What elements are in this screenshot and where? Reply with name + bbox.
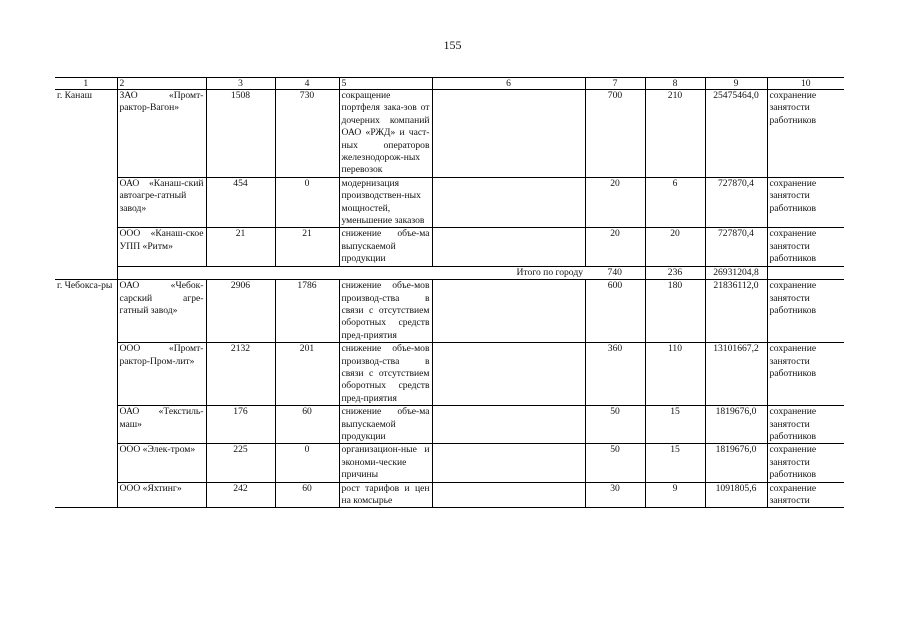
- numeric-cell: 700: [585, 90, 645, 178]
- numeric-cell: 360: [585, 343, 645, 406]
- numeric-cell: 6: [645, 177, 705, 228]
- amount-cell: 13101667,2: [705, 343, 767, 406]
- organization-cell: ООО «Канаш-ское УПП «Ритм»: [117, 228, 206, 266]
- numeric-cell: 454: [206, 177, 275, 228]
- table-row: [55, 280, 844, 343]
- reason-cell: модернизация производствен-ных мощностей, уменьшение заказов: [339, 177, 432, 228]
- numeric-cell: 176: [206, 406, 275, 444]
- reason-cell: сокращение портфеля зака-зов от дочерних компаний ОАО «РЖД» и част-ных операторов железнодорож-ных перевозок: [339, 90, 432, 178]
- numeric-cell: 20: [585, 228, 645, 266]
- measure-cell: сохранение занятости работников: [767, 90, 844, 178]
- column-header: 5: [339, 78, 432, 90]
- measure-cell: сохранение занятости работников: [767, 177, 844, 228]
- empty-cell: [432, 228, 585, 266]
- empty-cell: [432, 343, 585, 406]
- amount-cell: 727870,4: [705, 228, 767, 266]
- organization-cell: ОАО «Канаш-ский автоагре-гатный завод»: [117, 177, 206, 228]
- amount-cell: 1819676,0: [705, 444, 767, 482]
- table-row: [55, 177, 844, 228]
- organization-cell: ООО «Промт-рактор-Пром-лит»: [117, 343, 206, 406]
- amount-cell: 21836112,0: [705, 280, 767, 343]
- measure-cell: сохранение занятости работников: [767, 406, 844, 444]
- column-header: 4: [275, 78, 339, 90]
- empty-cell: [432, 406, 585, 444]
- numeric-cell: 9: [645, 482, 705, 508]
- numeric-cell: 50: [585, 444, 645, 482]
- numeric-cell: 15: [645, 406, 705, 444]
- column-header: 7: [585, 78, 645, 90]
- table-row: [55, 343, 844, 406]
- measure-cell: сохранение занятости: [767, 482, 844, 508]
- organization-cell: ОАО «Текстиль-маш»: [117, 406, 206, 444]
- numeric-cell: 600: [585, 280, 645, 343]
- numeric-cell: 21: [275, 228, 339, 266]
- measure-cell: сохранение занятости работников: [767, 228, 844, 266]
- measure-cell: сохранение занятости работников: [767, 280, 844, 343]
- numeric-cell: 730: [275, 90, 339, 178]
- column-header: 10: [767, 78, 844, 90]
- total-label: Итого по городу: [117, 266, 585, 279]
- column-header: 9: [705, 78, 767, 90]
- empty-cell: [432, 177, 585, 228]
- empty-cell: [432, 482, 585, 508]
- city-cell: г. Канаш: [55, 90, 117, 280]
- numeric-cell: 60: [275, 482, 339, 508]
- amount-cell: 727870,4: [705, 177, 767, 228]
- numeric-cell: 1786: [275, 280, 339, 343]
- numeric-cell: 60: [275, 406, 339, 444]
- numeric-cell: 21: [206, 228, 275, 266]
- empty-cell: [432, 280, 585, 343]
- column-header: 2: [117, 78, 206, 90]
- total-cell: 740: [585, 266, 645, 279]
- measure-cell: сохранение занятости работников: [767, 343, 844, 406]
- empty-cell: [767, 266, 844, 279]
- organization-cell: ЗАО «Промт-рактор-Вагон»: [117, 90, 206, 178]
- amount-cell: 25475464,0: [705, 90, 767, 178]
- total-amount-cell: 26931204,8: [705, 266, 767, 279]
- table-row: [55, 482, 844, 508]
- reason-cell: рост тарифов и цен на комсырье: [339, 482, 432, 508]
- table-row: [55, 90, 844, 178]
- numeric-cell: 201: [275, 343, 339, 406]
- amount-cell: 1091805,6: [705, 482, 767, 508]
- column-header: 3: [206, 78, 275, 90]
- numeric-cell: 20: [585, 177, 645, 228]
- table-row: [55, 406, 844, 444]
- numeric-cell: 210: [645, 90, 705, 178]
- numeric-cell: 0: [275, 177, 339, 228]
- organization-cell: ОАО «Чебок-сарский агре-гатный завод»: [117, 280, 206, 343]
- column-header: 1: [55, 78, 117, 90]
- reason-cell: снижение объе-мов производ-ства в связи с отсутствием оборотных средств пред-приятия: [339, 280, 432, 343]
- organization-cell: ООО «Элек-тром»: [117, 444, 206, 482]
- city-cell: г. Чебокса-ры: [55, 280, 117, 508]
- numeric-cell: 2906: [206, 280, 275, 343]
- table-row: [55, 228, 844, 266]
- numeric-cell: 50: [585, 406, 645, 444]
- numeric-cell: 180: [645, 280, 705, 343]
- numeric-cell: 0: [275, 444, 339, 482]
- employment-table: [55, 77, 844, 508]
- numeric-cell: 2132: [206, 343, 275, 406]
- column-header: 8: [645, 78, 705, 90]
- organization-cell: ООО «Яхтинг»: [117, 482, 206, 508]
- measure-cell: сохранение занятости работников: [767, 444, 844, 482]
- table-header-row: [55, 78, 844, 90]
- reason-cell: организацион-ные и экономи-ческие причины: [339, 444, 432, 482]
- numeric-cell: 15: [645, 444, 705, 482]
- numeric-cell: 1508: [206, 90, 275, 178]
- total-cell: 236: [645, 266, 705, 279]
- numeric-cell: 225: [206, 444, 275, 482]
- page-number: 155: [443, 38, 462, 52]
- reason-cell: снижение объе-ма выпускаемой продукции: [339, 406, 432, 444]
- numeric-cell: 30: [585, 482, 645, 508]
- table-row: [55, 444, 844, 482]
- reason-cell: снижение объе-мов производ-ства в связи с отсутствием оборотных средств пред-приятия: [339, 343, 432, 406]
- column-header: 6: [432, 78, 585, 90]
- empty-cell: [432, 90, 585, 178]
- numeric-cell: 242: [206, 482, 275, 508]
- numeric-cell: 110: [645, 343, 705, 406]
- numeric-cell: 20: [645, 228, 705, 266]
- reason-cell: снижение объе-ма выпускаемой продукции: [339, 228, 432, 266]
- amount-cell: 1819676,0: [705, 406, 767, 444]
- city-total-row: [55, 266, 844, 279]
- empty-cell: [432, 444, 585, 482]
